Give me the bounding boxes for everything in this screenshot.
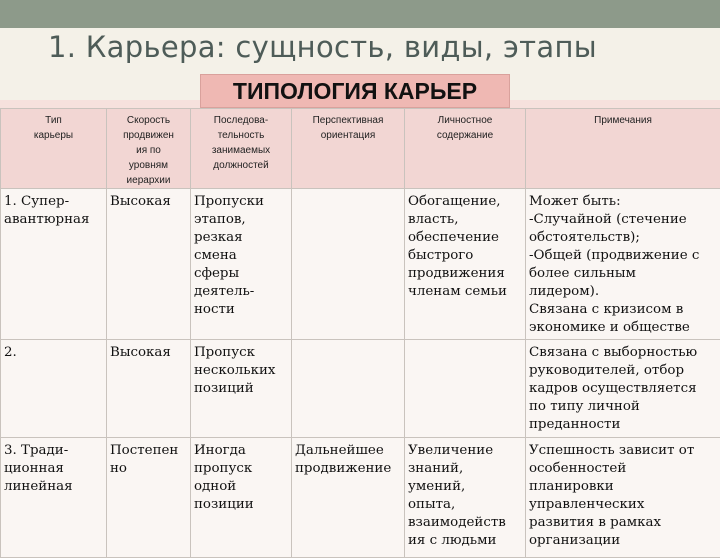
- top-decorative-bar: [0, 0, 720, 28]
- cell-career-type: 2.: [1, 340, 107, 438]
- table-row: [1, 189, 720, 340]
- header-career-type: Тип карьеры: [1, 109, 107, 189]
- table-row: [1, 340, 720, 438]
- cell-promotion-speed: Высокая: [107, 189, 191, 340]
- cell-perspective-orientation: [292, 340, 405, 438]
- cell-promotion-speed: Высокая: [107, 340, 191, 438]
- cell-personal-content: [405, 340, 526, 438]
- cell-personal-content: Обогащение, власть, обеспечение быстрого продвижения членам семьи: [405, 189, 526, 340]
- header-promotion-speed: Скорость продвижен ия по уровням иерархии: [107, 109, 191, 189]
- typology-banner: ТИПОЛОГИЯ КАРЬЕР: [200, 74, 510, 108]
- cell-career-type: 3. Тради- ционная линейная: [1, 438, 107, 558]
- cell-personal-content: Увеличение знаний, умений, опыта, взаимодейств ия с людьми: [405, 438, 526, 558]
- career-typology-table: [0, 108, 720, 558]
- header-position-sequence: Последова- тельность занимаемых должностей: [191, 109, 292, 189]
- header-notes: Примечания: [526, 109, 720, 189]
- slide-title: 1. Карьера: сущность, виды, этапы: [48, 30, 597, 64]
- cell-notes: Успешность зависит от особенностей планировки управленческих развития в рамках организации: [526, 438, 720, 558]
- cell-notes: Связана с выборностью руководителей, отбор кадров осуществляется по типу личной преданности: [526, 340, 720, 438]
- cell-career-type: 1. Супер- авантюрная: [1, 189, 107, 340]
- cell-perspective-orientation: Дальнейшее продвижение: [292, 438, 405, 558]
- cell-position-sequence: Пропуски этапов, резкая смена сферы деятель- ности: [191, 189, 292, 340]
- header-perspective-orientation: Перспективная ориентация: [292, 109, 405, 189]
- cell-position-sequence: Пропуск нескольких позиций: [191, 340, 292, 438]
- header-personal-content: Личностное содержание: [405, 109, 526, 189]
- cell-notes: Может быть: -Случайной (стечение обстоятельств); -Общей (продвижение с более сильным лидером). Связана с кризисом в экономике и обществе: [526, 189, 720, 340]
- cell-position-sequence: Иногда пропуск одной позиции: [191, 438, 292, 558]
- cell-promotion-speed: Постепен но: [107, 438, 191, 558]
- table-header-row: [1, 109, 720, 189]
- cell-perspective-orientation: [292, 189, 405, 340]
